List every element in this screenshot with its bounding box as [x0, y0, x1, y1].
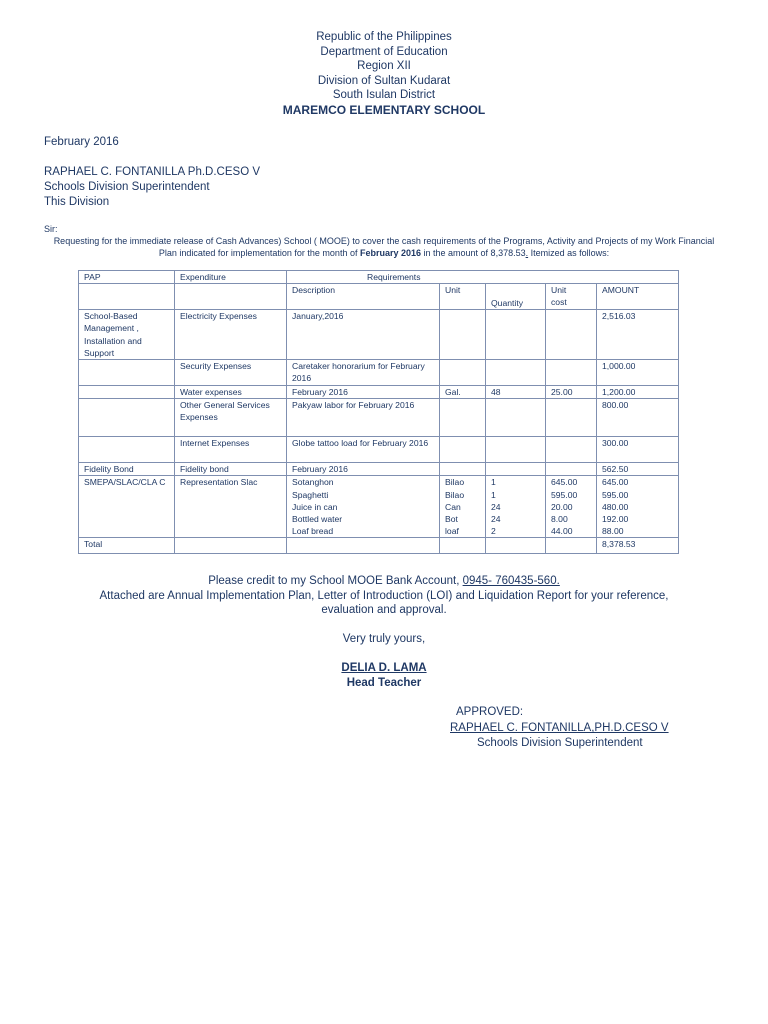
list-item: Loaf bread	[292, 526, 334, 537]
approved-label: APPROVED:	[456, 706, 524, 718]
attached-line-1: Attached are Annual Implementation Plan, Letter of Introduction (LOI) and Liquidation Report for your reference,	[99, 590, 669, 602]
total-label: Total	[79, 538, 175, 554]
header-department: Department of Education	[320, 45, 448, 58]
cell-pap	[79, 399, 175, 437]
cell-description-list	[287, 476, 440, 538]
addressee-block	[44, 165, 260, 210]
table-row	[79, 437, 679, 463]
cell-unit-list	[440, 476, 486, 538]
header-quantity: Quantity	[486, 284, 546, 310]
letter-date: February 2016	[44, 136, 119, 148]
approver-title: Schools Division Superintendent	[477, 737, 643, 749]
cell-amount: 562.50	[597, 463, 679, 476]
list-item: 20.00	[551, 501, 573, 512]
cell-amount: 300.00	[597, 437, 679, 463]
list-item: Bilao	[445, 489, 465, 500]
cell-description: February 2016	[287, 386, 440, 399]
cell-amount: 800.00	[597, 399, 679, 437]
cell-quantity	[486, 310, 546, 360]
cell-description: Globe tattoo load for February 2016	[287, 437, 440, 463]
list-item: 1	[491, 489, 496, 500]
list-item: Sotanghon	[292, 477, 334, 488]
cell-unit: Gal.	[440, 386, 486, 399]
header-region: Region XII	[357, 60, 411, 72]
cell-pap	[79, 386, 175, 399]
cell-unit-cost	[546, 360, 597, 386]
body-month: February 2016	[359, 247, 422, 258]
table-row-smepa	[79, 476, 679, 538]
cell-unit	[440, 463, 486, 476]
itemized-table	[78, 270, 679, 554]
cell-description: January,2016	[287, 310, 440, 360]
header-amount: AMOUNT	[597, 284, 679, 310]
signatory-title: Head Teacher	[346, 677, 422, 689]
attached-line-2: evaluation and approval.	[321, 604, 447, 616]
list-item: 24	[491, 514, 501, 525]
list-item: 480.00	[602, 501, 629, 512]
header-expenditure: Expenditure	[175, 271, 287, 284]
addressee-name: RAPHAEL C. FONTANILLA Ph.D.CESO V	[44, 166, 261, 178]
cell-unit-cost	[546, 399, 597, 437]
cell-expenditure: Representation Slac	[175, 476, 287, 538]
total-amount: 8,378.53	[597, 538, 679, 554]
approver-name: RAPHAEL C. FONTANILLA,PH.D.CESO V	[450, 722, 669, 734]
cell-unit-cost	[546, 463, 597, 476]
body-text-part2: in the amount of 8,378.53	[421, 247, 526, 258]
cell-unit	[440, 310, 486, 360]
list-item: loaf	[445, 526, 459, 537]
table-row	[79, 360, 679, 386]
table-row	[79, 399, 679, 437]
header-unit: Unit	[440, 284, 486, 310]
addressee-office: This Division	[44, 196, 110, 208]
cell-pap: School-Based Management , Installation and Support	[79, 310, 175, 360]
bank-account-number: 0945- 760435-560.	[462, 575, 560, 587]
list-item: 44.00	[551, 526, 573, 537]
list-item: 2	[491, 526, 496, 537]
cell-expenditure: Electricity Expenses	[175, 310, 287, 360]
header-unit-cost: Unit cost	[546, 284, 597, 310]
cell-unit-cost-list	[546, 476, 597, 538]
cell-unit	[440, 437, 486, 463]
cell-quantity	[486, 437, 546, 463]
salutation: Sir:	[44, 224, 58, 234]
credit-line	[0, 574, 768, 589]
table-row	[79, 310, 679, 360]
list-item: Spaghetti	[292, 489, 329, 500]
header-school-name: MAREMCO ELEMENTARY SCHOOL	[282, 102, 486, 117]
valediction: Very truly yours,	[342, 633, 426, 645]
cell-pap: SMEPA/SLAC/CLA C	[79, 476, 175, 538]
cell-quantity: 48	[486, 386, 546, 399]
list-item: 645.00	[602, 477, 629, 488]
header-pap: PAP	[79, 271, 175, 284]
cell-unit	[440, 399, 486, 437]
cell-expenditure: Fidelity bond	[175, 463, 287, 476]
table-row	[79, 463, 679, 476]
cell-pap	[79, 360, 175, 386]
list-item: 645.00	[551, 477, 578, 488]
list-item: Bilao	[445, 477, 465, 488]
cell-unit-cost	[546, 310, 597, 360]
body-amount-dot: .	[525, 247, 529, 258]
addressee-title: Schools Division Superintendent	[44, 181, 210, 193]
list-item: Bottled water	[292, 514, 343, 525]
table-header-row-1	[79, 271, 679, 284]
list-item: 24	[491, 501, 501, 512]
cell-amount-list	[597, 476, 679, 538]
credit-text: Please credit to my School MOOE Bank Account,	[208, 575, 463, 587]
letterhead	[0, 30, 768, 117]
list-item: Bot	[445, 514, 458, 525]
list-item: 8.00	[551, 514, 568, 525]
table-row	[79, 386, 679, 399]
header-requirements: Requirements	[287, 271, 679, 284]
signatory-name: DELIA D. LAMA	[341, 662, 427, 674]
cell-unit-cost: 25.00	[546, 386, 597, 399]
cell-amount: 1,200.00	[597, 386, 679, 399]
list-item: 595.00	[551, 489, 578, 500]
list-item: 192.00	[602, 514, 629, 525]
body-text-part1: Requesting for the immediate release of Cash Advances) School ( MOOE) to cover the cash requirements of the Programs, Activity and Projects of my Work Financial Plan indicated for implementation for the month of	[53, 236, 715, 258]
cell-unit-cost	[546, 437, 597, 463]
table-total-row	[79, 538, 679, 554]
cell-description: February 2016	[287, 463, 440, 476]
cell-quantity	[486, 399, 546, 437]
list-item: Juice in can	[292, 501, 338, 512]
header-description: Description	[287, 284, 440, 310]
cell-expenditure: Water expenses	[175, 386, 287, 399]
table-header-row-2	[79, 284, 679, 310]
body-text-part3: Itemized as follows:	[528, 247, 610, 258]
cell-description: Caretaker honorarium for February 2016	[287, 360, 440, 386]
list-item: Can	[445, 501, 461, 512]
cell-expenditure: Internet Expenses	[175, 437, 287, 463]
cell-quantity-list	[486, 476, 546, 538]
header-district: South Isulan District	[332, 89, 436, 101]
cell-expenditure: Security Expenses	[175, 360, 287, 386]
list-item: 88.00	[602, 526, 624, 537]
cell-description: Pakyaw labor for February 2016	[287, 399, 440, 437]
cell-pap: Fidelity Bond	[79, 463, 175, 476]
cell-quantity	[486, 360, 546, 386]
cell-quantity	[486, 463, 546, 476]
list-item: 595.00	[602, 489, 629, 500]
cell-amount: 2,516.03	[597, 310, 679, 360]
cell-amount: 1,000.00	[597, 360, 679, 386]
cell-unit	[440, 360, 486, 386]
cell-expenditure: Other General Services Expenses	[175, 399, 287, 437]
header-republic: Republic of the Philippines	[316, 31, 452, 43]
cell-pap	[79, 437, 175, 463]
body-paragraph	[44, 236, 724, 259]
header-division: Division of Sultan Kudarat	[317, 74, 451, 87]
list-item: 1	[491, 477, 496, 488]
